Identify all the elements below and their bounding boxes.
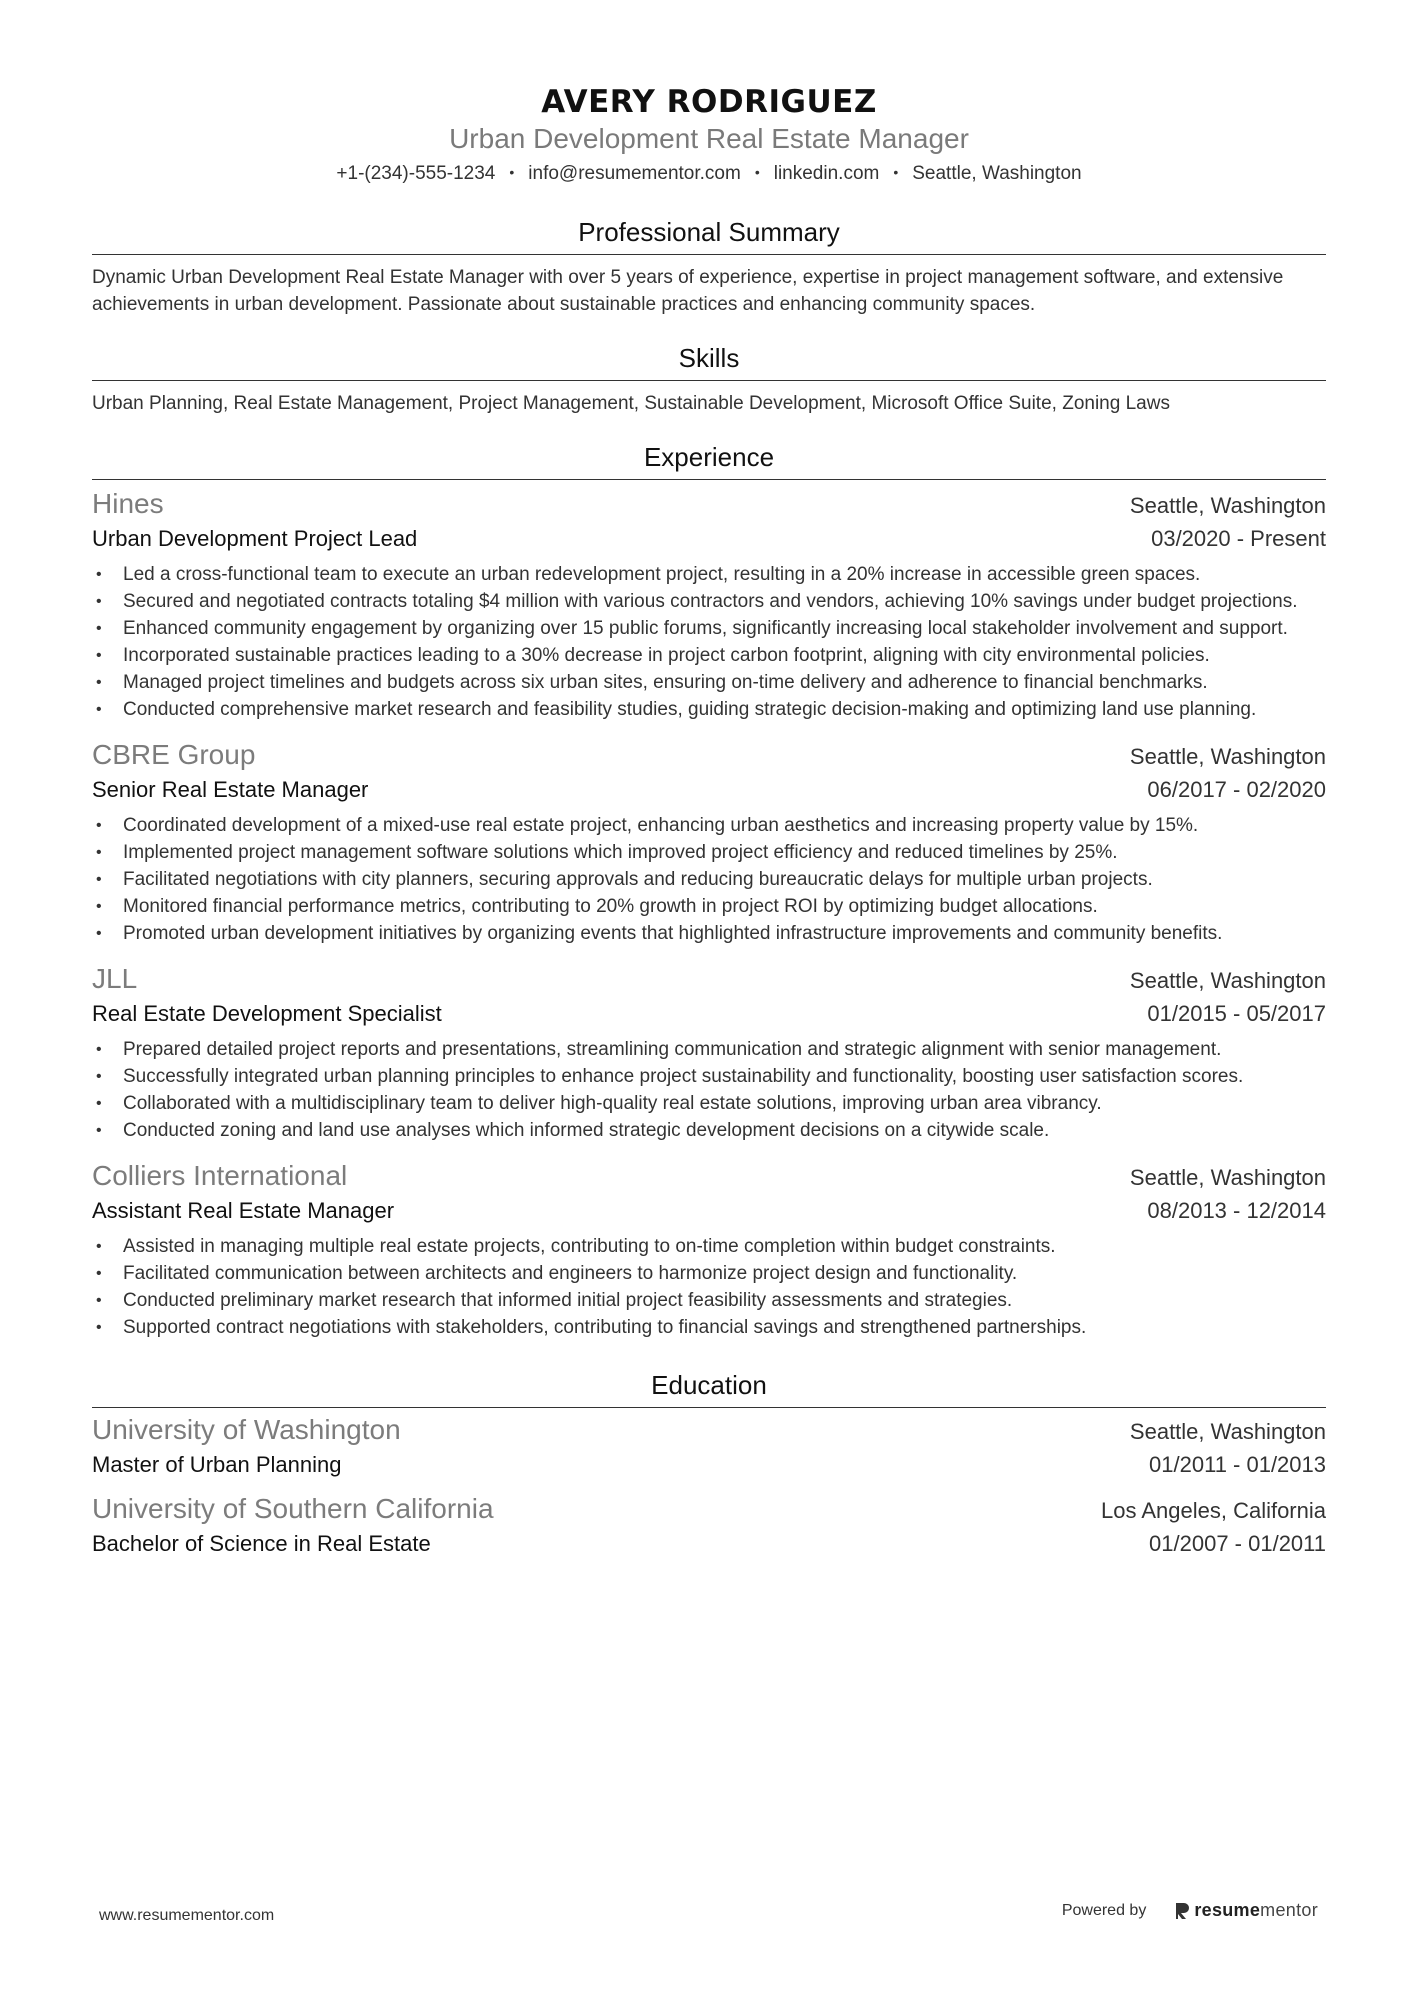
job-company: CBRE Group [92, 739, 256, 770]
job-bullet: • Supported contract negotiations with stakeholders, contributing to financial savings and strengthened partnerships. [92, 1314, 1326, 1341]
job-entry [92, 961, 1326, 1144]
skills-heading: Skills [92, 340, 1326, 381]
job-bullets [92, 561, 1326, 723]
summary-heading: Professional Summary [92, 214, 1326, 255]
job-bullet: • Enhanced community engagement by organizing over 15 public forums, significantly increasing local stakeholder involvement and support. [92, 615, 1326, 642]
job-dates: 03/2020 - Present [1151, 526, 1326, 551]
job-company: JLL [92, 963, 138, 994]
education-school: University of Washington [92, 1414, 401, 1445]
job-bullet: • Promoted urban development initiatives by organizing events that highlighted infrastructure improvements and community benefits. [92, 920, 1326, 947]
job-role: Urban Development Project Lead [92, 526, 418, 551]
education-degree: Bachelor of Science in Real Estate [92, 1531, 431, 1556]
job-bullet: • Conducted preliminary market research that informed initial project feasibility assessments and strategies. [92, 1287, 1326, 1314]
summary-text: Dynamic Urban Development Real Estate Manager with over 5 years of experience, expertise in project management software, and extensive achievements in urban development. Passionate about sustainable practices and enhancing community spaces. [92, 267, 1284, 315]
resumementor-logo-icon [1174, 1901, 1190, 1921]
education-dates: 01/2011 - 01/2013 [1149, 1452, 1326, 1477]
footer-branding [1062, 1900, 1318, 1921]
contact-location: Seattle, Washington [912, 163, 1082, 184]
education-entry [92, 1412, 1326, 1481]
job-bullet: • Monitored financial performance metrics, contributing to 20% growth in project ROI by optimizing budget allocations. [92, 893, 1326, 920]
education-dates: 01/2007 - 01/2011 [1149, 1531, 1326, 1556]
candidate-title: Urban Development Real Estate Manager [449, 123, 969, 154]
job-bullet: • Successfully integrated urban planning principles to enhance project sustainability and functionality, boosting user satisfaction scores. [92, 1063, 1326, 1090]
education-location: Los Angeles, California [1100, 1498, 1326, 1523]
contact-line [92, 160, 1326, 188]
job-dates: 01/2015 - 05/2017 [1147, 1001, 1326, 1026]
job-role: Real Estate Development Specialist [92, 1001, 442, 1026]
job-bullet: • Incorporated sustainable practices leading to a 30% decrease in project carbon footprint, aligning with city environmental policies. [92, 642, 1326, 669]
job-bullet: • Facilitated communication between architects and engineers to harmonize project design and functionality. [92, 1260, 1326, 1287]
contact-separator: • [754, 164, 760, 180]
job-bullet: • Conducted zoning and land use analyses which informed strategic development decisions on a citywide scale. [92, 1117, 1326, 1144]
job-bullet: • Secured and negotiated contracts totaling $4 million with various contractors and vendors, achieving 10% savings under budget projections. [92, 588, 1326, 615]
contact-email[interactable]: info@resumementor.com [528, 163, 741, 184]
job-dates: 06/2017 - 02/2020 [1147, 777, 1326, 802]
candidate-name: AVERY RODRIGUEZ [541, 84, 877, 120]
education-school: University of Southern California [92, 1493, 494, 1524]
job-role: Senior Real Estate Manager [92, 777, 369, 802]
brand-name[interactable]: resumementor [1194, 1900, 1318, 1920]
job-bullet: • Collaborated with a multidisciplinary team to deliver high-quality real estate solutions, improving urban area vibrancy. [92, 1090, 1326, 1117]
job-location: Seattle, Washington [1129, 493, 1326, 518]
job-entry [92, 737, 1326, 947]
job-bullet: • Conducted comprehensive market research and feasibility studies, guiding strategic decision-making and optimizing land use planning. [92, 696, 1326, 723]
job-bullet: • Implemented project management software solutions which improved project efficiency and reduced timelines by 25%. [92, 839, 1326, 866]
contact-separator: • [509, 164, 515, 180]
education-entry [92, 1491, 1326, 1560]
job-bullet: • Managed project timelines and budgets across six urban sites, ensuring on-time delivery and adherence to financial benchmarks. [92, 669, 1326, 696]
contact-linkedin[interactable]: linkedin.com [773, 163, 880, 184]
education-heading: Education [92, 1367, 1326, 1408]
job-bullet: • Coordinated development of a mixed-use real estate project, enhancing urban aesthetics and increasing property value by 15%. [92, 812, 1326, 839]
contact-separator: • [893, 164, 899, 180]
job-bullet: • Led a cross-functional team to execute an urban redevelopment project, resulting in a 20% increase in accessible green spaces. [92, 561, 1326, 588]
job-location: Seattle, Washington [1129, 968, 1326, 993]
job-company: Colliers International [92, 1160, 348, 1191]
job-location: Seattle, Washington [1129, 744, 1326, 769]
job-bullets [92, 1036, 1326, 1144]
job-bullet: • Assisted in managing multiple real estate projects, contributing to on-time completion within budget constraints. [92, 1233, 1326, 1260]
powered-by-label: Powered by [1061, 1901, 1147, 1919]
resume-page [92, 80, 1326, 1560]
job-entry [92, 486, 1326, 723]
education-degree: Master of Urban Planning [92, 1452, 342, 1477]
education-location: Seattle, Washington [1129, 1419, 1326, 1444]
job-bullets [92, 1233, 1326, 1341]
job-bullet: • Facilitated negotiations with city planners, securing approvals and reducing bureaucratic delays for multiple urban projects. [92, 866, 1326, 893]
job-bullets [92, 812, 1326, 947]
job-dates: 08/2013 - 12/2014 [1147, 1198, 1326, 1223]
contact-phone: +1-(234)-555-1234 [336, 163, 496, 184]
experience-heading: Experience [92, 439, 1326, 480]
footer-website[interactable]: www.resumementor.com [99, 1907, 275, 1924]
job-role: Assistant Real Estate Manager [92, 1198, 395, 1223]
job-company: Hines [92, 488, 164, 519]
job-location: Seattle, Washington [1129, 1165, 1326, 1190]
skills-text: Urban Planning, Real Estate Management, Project Management, Sustainable Development, Microsoft Office Suite, Zoning Laws [92, 393, 1170, 414]
job-entry [92, 1158, 1326, 1341]
job-bullet: • Prepared detailed project reports and presentations, streamlining communication and strategic alignment with senior management. [92, 1036, 1326, 1063]
